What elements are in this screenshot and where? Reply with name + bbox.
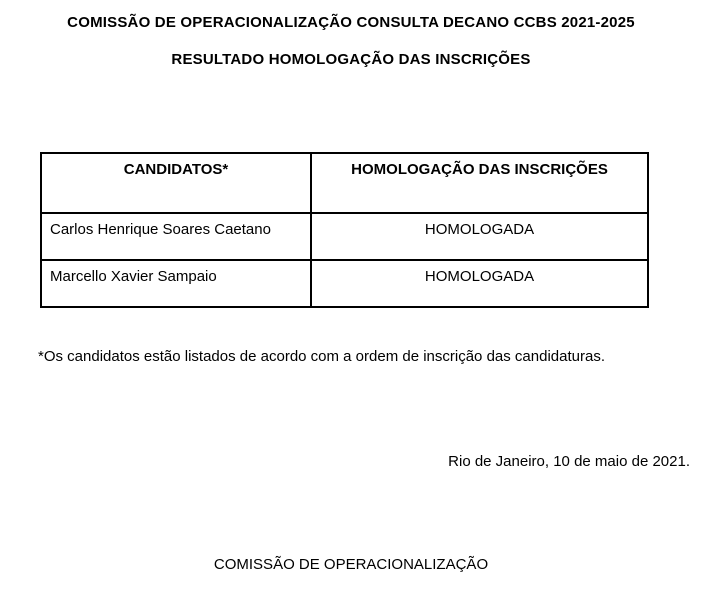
homologation-status: HOMOLOGADA: [311, 213, 648, 260]
table-row: [41, 260, 648, 307]
table-row: [41, 213, 648, 260]
column-header-candidates: CANDIDATOS*: [41, 153, 311, 213]
candidate-name: Marcello Xavier Sampaio: [41, 260, 311, 307]
footnote-text: *Os candidatos estão listados de acordo com a ordem de inscrição das candidaturas.: [38, 348, 605, 365]
document-page: [0, 14, 702, 602]
dateline-text: Rio de Janeiro, 10 de maio de 2021.: [448, 453, 690, 470]
column-header-homologacao: HOMOLOGAÇÃO DAS INSCRIÇÕES: [311, 153, 648, 213]
candidate-name: Carlos Henrique Soares Caetano: [41, 213, 311, 260]
footer-commission-text: COMISSÃO DE OPERACIONALIZAÇÃO: [213, 556, 489, 573]
document-subtitle: RESULTADO HOMOLOGAÇÃO DAS INSCRIÇÕES: [171, 51, 531, 68]
document-title: COMISSÃO DE OPERACIONALIZAÇÃO CONSULTA DECANO CCBS 2021-2025: [67, 14, 635, 31]
table-header-row: [41, 153, 648, 213]
homologation-status: HOMOLOGADA: [311, 260, 648, 307]
results-table: [40, 152, 649, 308]
